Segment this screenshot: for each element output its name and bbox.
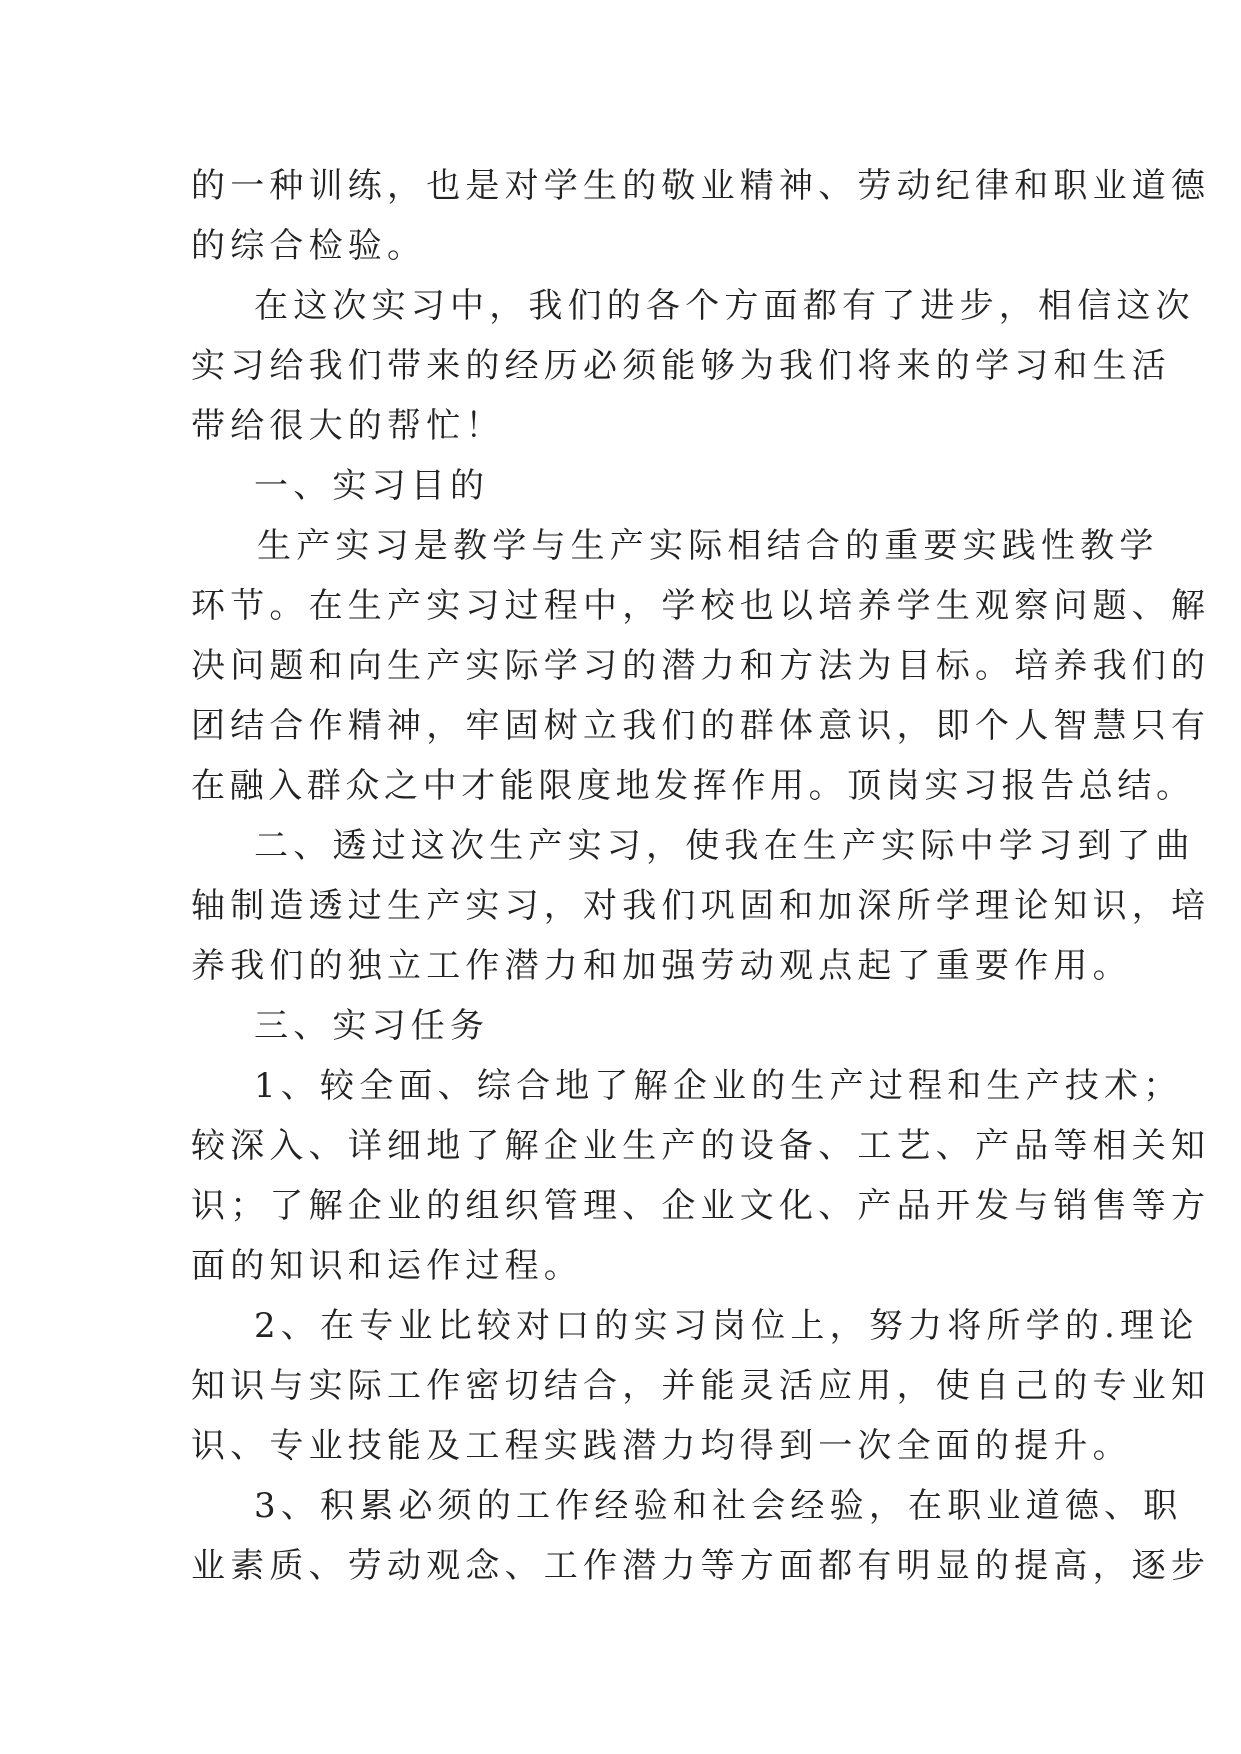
list-item-2: 2、在专业比较对口的实习岗位上，努力将所学的.理论 (254, 1306, 1199, 1346)
text-line: 识；了解企业的组织管理、企业文化、产品开发与销售等方 (191, 1186, 1211, 1226)
text-line: 养我们的独立工作潜力和加强劳动观点起了重要作用。 (191, 946, 1132, 986)
text-line: 在融入群众之中才能限度地发挥作用。顶岗实习报告总结。 (191, 766, 1195, 806)
text-line: 团结合作精神，牢固树立我们的群体意识，即个人智慧只有 (191, 706, 1211, 746)
section-heading: 二、透过这次生产实习，使我在生产实际中学习到了曲 (254, 826, 1195, 866)
text-line: 知识与实际工作密切结合，并能灵活应用，使自己的专业知 (191, 1366, 1211, 1406)
text-line: 业素质、劳动观念、工作潜力等方面都有明显的提高，逐步 (191, 1546, 1211, 1586)
list-item-3: 3、积累必须的工作经验和社会经验，在职业道德、职 (254, 1486, 1183, 1526)
text-line: 决问题和向生产实际学习的潜力和方法为目标。培养我们的 (191, 646, 1211, 686)
list-item-1: 1、较全面、综合地了解企业的生产过程和生产技术； (254, 1066, 1183, 1106)
text-line: 的一种训练，也是对学生的敬业精神、劳动纪律和职业道德 (191, 166, 1211, 206)
text-line: 较深入、详细地了解企业生产的设备、工艺、产品等相关知 (191, 1126, 1211, 1166)
text-line: 面的知识和运作过程。 (191, 1246, 583, 1286)
text-line: 带给很大的帮忙！ (191, 406, 505, 446)
text-line: 实习给我们带来的经历必须能够为我们将来的学习和生活 (191, 346, 1171, 386)
section-heading: 三、实习任务 (254, 1006, 490, 1046)
text-line: 在这次实习中，我们的各个方面都有了进步，相信这次 (254, 286, 1195, 326)
text-line: 识、专业技能及工程实践潜力均得到一次全面的提升。 (191, 1426, 1132, 1466)
section-heading: 一、实习目的 (254, 466, 490, 506)
text-line: 环节。在生产实习过程中，学校也以培养学生观察问题、解 (191, 586, 1211, 626)
text-line: 的综合检验。 (191, 226, 427, 266)
text-line: 轴制造透过生产实习，对我们巩固和加深所学理论知识，培 (191, 886, 1211, 926)
text-line: 生产实习是教学与生产实际相结合的重要实践性教学 (257, 526, 1159, 566)
